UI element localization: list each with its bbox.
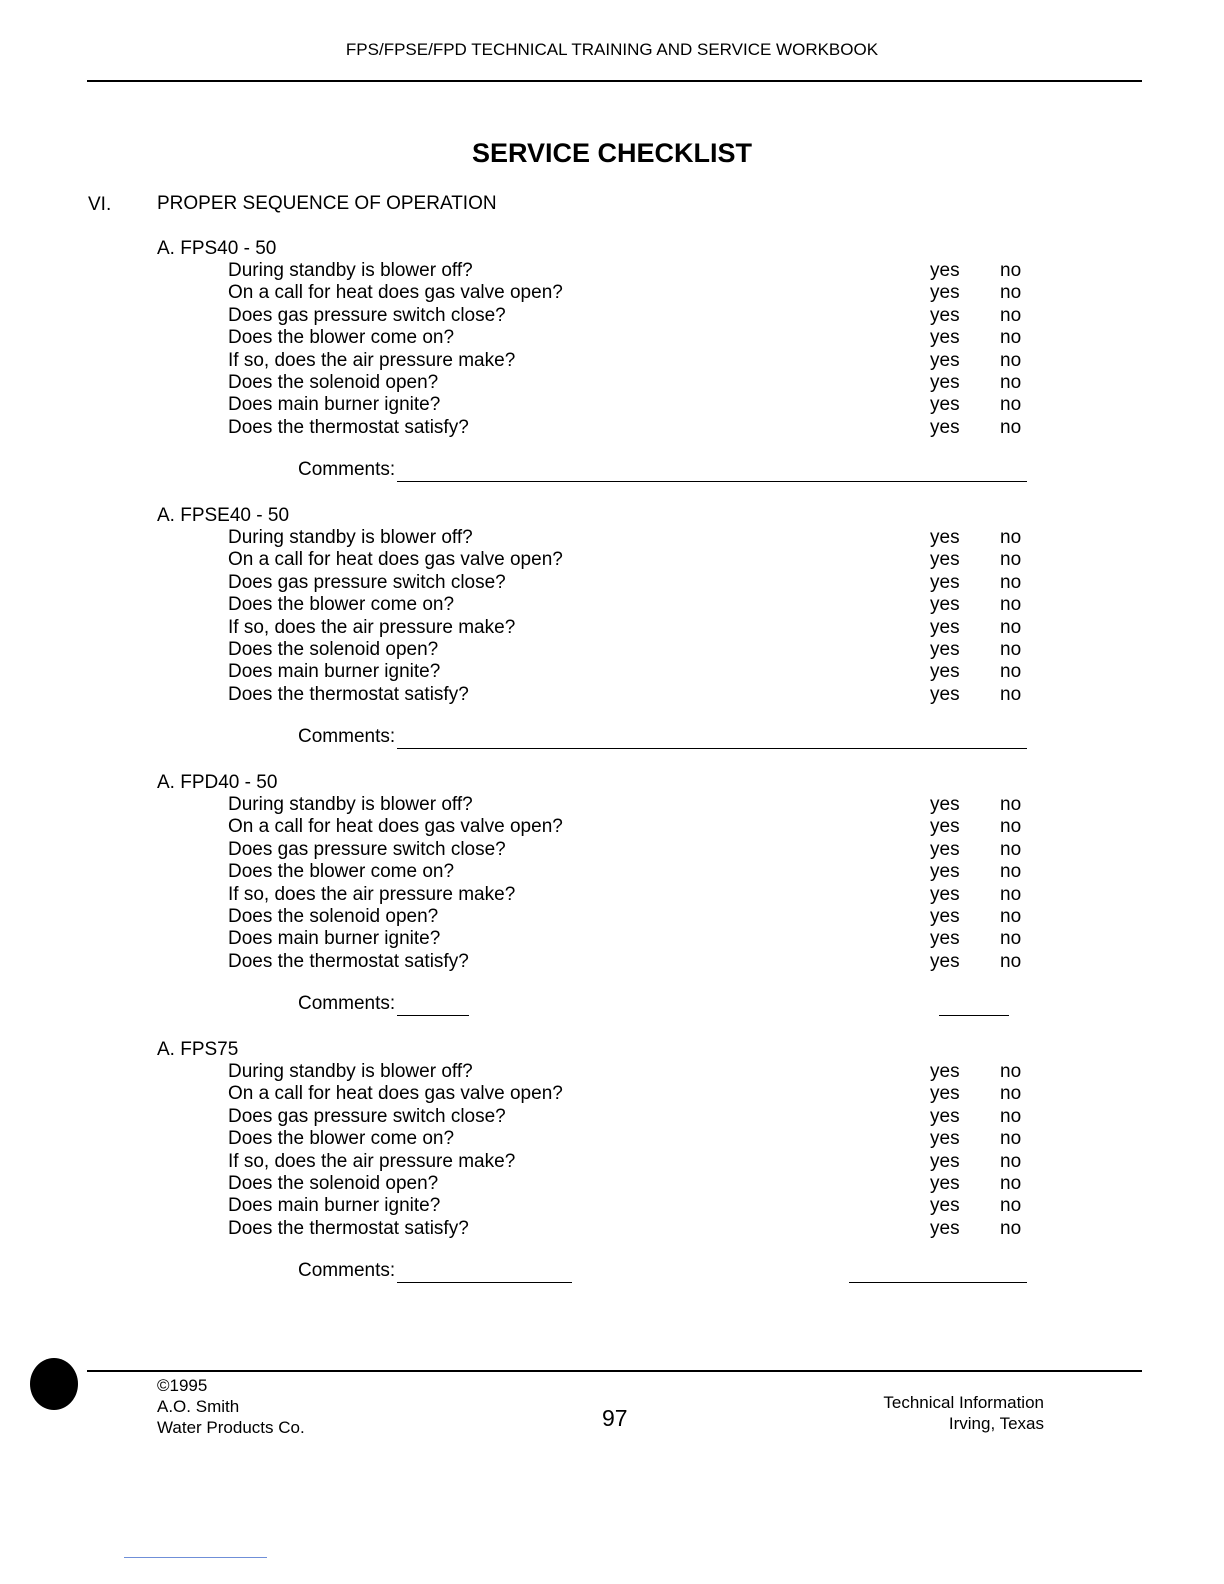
- question-row: [157, 1218, 1037, 1240]
- yes-option: yes: [930, 1061, 960, 1082]
- question-text: Does main burner ignite?: [228, 661, 441, 683]
- yes-option: yes: [930, 683, 960, 705]
- question-row: [157, 684, 1037, 706]
- comments-line-right[interactable]: [849, 1282, 1027, 1283]
- no-option: no: [1000, 371, 1022, 393]
- page-title: SERVICE CHECKLIST: [471, 138, 753, 168]
- comments-label: Comments:: [298, 993, 396, 1015]
- question-row: [157, 1128, 1037, 1150]
- no-option: no: [1000, 816, 1022, 838]
- yes-option: yes: [930, 928, 960, 950]
- yes-option: yes: [930, 349, 960, 371]
- question-row: [157, 350, 1037, 372]
- no-option: no: [1000, 1128, 1022, 1150]
- no-option: no: [1000, 950, 1022, 972]
- no-option: no: [1000, 928, 1022, 950]
- question-row: [157, 1195, 1037, 1217]
- question-text: On a call for heat does gas valve open?: [228, 282, 563, 304]
- section-title: A. FPS75: [157, 1039, 239, 1060]
- no-option: no: [1000, 571, 1022, 593]
- yes-option: yes: [930, 371, 960, 393]
- yes-option: yes: [930, 905, 960, 927]
- footer-right-title: Technical Information: [883, 1393, 1044, 1412]
- question-row: [157, 951, 1037, 973]
- question-row: [157, 305, 1037, 327]
- yes-option: yes: [930, 1105, 960, 1127]
- question-row: [157, 594, 1037, 616]
- question-row: [157, 417, 1037, 439]
- question-text: Does the blower come on?: [228, 1128, 455, 1150]
- no-option: no: [1000, 282, 1022, 304]
- question-text: If so, does the air pressure make?: [228, 616, 516, 638]
- question-text: Does the blower come on?: [228, 861, 455, 883]
- bottom-underline-mark: [124, 1557, 267, 1558]
- no-option: no: [1000, 527, 1022, 548]
- no-option: no: [1000, 394, 1022, 416]
- comments-field: [157, 1260, 1037, 1288]
- question-row: [157, 527, 1037, 549]
- footer-location: Irving, Texas: [948, 1414, 1044, 1433]
- comments-field: [157, 459, 1037, 487]
- yes-option: yes: [930, 1195, 960, 1217]
- question-row: [157, 928, 1037, 950]
- yes-option: yes: [930, 1172, 960, 1194]
- question-text: Does gas pressure switch close?: [228, 1105, 506, 1127]
- no-option: no: [1000, 1105, 1022, 1127]
- yes-option: yes: [930, 260, 960, 281]
- question-row: [157, 282, 1037, 304]
- question-row: [157, 639, 1037, 661]
- question-row: [157, 1151, 1037, 1173]
- yes-option: yes: [930, 594, 960, 616]
- question-row: [157, 617, 1037, 639]
- binder-hole-mark: [30, 1358, 78, 1410]
- footer-left-block: [157, 1375, 305, 1438]
- yes-option: yes: [930, 549, 960, 571]
- section-number: VI.: [88, 194, 112, 215]
- yes-option: yes: [930, 661, 960, 683]
- comments-field: [157, 726, 1037, 754]
- no-option: no: [1000, 661, 1022, 683]
- question-text: On a call for heat does gas valve open?: [228, 549, 563, 571]
- copyright-text: ©1995: [157, 1376, 208, 1395]
- question-row: [157, 549, 1037, 571]
- question-text: Does the thermostat satisfy?: [228, 1217, 469, 1239]
- yes-option: yes: [930, 883, 960, 905]
- yes-option: yes: [930, 1217, 960, 1239]
- question-text: During standby is blower off?: [228, 527, 473, 548]
- question-text: Does main burner ignite?: [228, 394, 441, 416]
- question-row: [157, 394, 1037, 416]
- company-division: Water Products Co.: [157, 1418, 305, 1437]
- question-row: [157, 1061, 1037, 1083]
- checklist-section-fps40-50: [157, 238, 1037, 487]
- yes-option: yes: [930, 327, 960, 349]
- footer-rule: [87, 1370, 1142, 1372]
- no-option: no: [1000, 304, 1022, 326]
- question-text: Does the solenoid open?: [228, 638, 439, 660]
- question-row: [157, 906, 1037, 928]
- question-row: [157, 1106, 1037, 1128]
- yes-option: yes: [930, 416, 960, 438]
- question-text: Does the thermostat satisfy?: [228, 950, 469, 972]
- question-text: Does the blower come on?: [228, 594, 455, 616]
- section-title: A. FPD40 - 50: [157, 772, 278, 793]
- question-text: On a call for heat does gas valve open?: [228, 1083, 563, 1105]
- no-option: no: [1000, 349, 1022, 371]
- question-row: [157, 327, 1037, 349]
- question-text: During standby is blower off?: [228, 260, 473, 281]
- question-text: Does gas pressure switch close?: [228, 304, 506, 326]
- no-option: no: [1000, 1172, 1022, 1194]
- yes-option: yes: [930, 1150, 960, 1172]
- no-option: no: [1000, 260, 1022, 281]
- no-option: no: [1000, 616, 1022, 638]
- question-row: [157, 839, 1037, 861]
- question-text: Does gas pressure switch close?: [228, 571, 506, 593]
- no-option: no: [1000, 549, 1022, 571]
- no-option: no: [1000, 638, 1022, 660]
- page-number: 97: [602, 1405, 628, 1431]
- no-option: no: [1000, 794, 1022, 815]
- question-row: [157, 661, 1037, 683]
- no-option: no: [1000, 1150, 1022, 1172]
- question-text: Does the solenoid open?: [228, 371, 439, 393]
- checklist-section-fpd40-50: [157, 772, 1037, 1021]
- yes-option: yes: [930, 282, 960, 304]
- yes-option: yes: [930, 571, 960, 593]
- comments-line[interactable]: [397, 481, 1027, 482]
- header-rule: [87, 80, 1142, 82]
- checklist-section-fpse40-50: [157, 505, 1037, 754]
- no-option: no: [1000, 327, 1022, 349]
- company-name: A.O. Smith: [157, 1397, 240, 1416]
- no-option: no: [1000, 838, 1022, 860]
- no-option: no: [1000, 594, 1022, 616]
- question-text: On a call for heat does gas valve open?: [228, 816, 563, 838]
- no-option: no: [1000, 1061, 1022, 1082]
- question-row: [157, 794, 1037, 816]
- no-option: no: [1000, 1083, 1022, 1105]
- yes-option: yes: [930, 527, 960, 548]
- question-row: [157, 372, 1037, 394]
- no-option: no: [1000, 861, 1022, 883]
- comments-label: Comments:: [298, 726, 396, 748]
- question-text: If so, does the air pressure make?: [228, 883, 516, 905]
- question-row: [157, 260, 1037, 282]
- yes-option: yes: [930, 638, 960, 660]
- section-title: A. FPSE40 - 50: [157, 505, 290, 526]
- footer-right-block: [860, 1392, 1044, 1434]
- comments-line[interactable]: [397, 1282, 572, 1283]
- page-header: FPS/FPSE/FPD TECHNICAL TRAINING AND SERVICE WORKBOOK: [345, 40, 879, 59]
- question-row: [157, 884, 1037, 906]
- question-text: Does the thermostat satisfy?: [228, 683, 469, 705]
- yes-option: yes: [930, 1128, 960, 1150]
- section-title: A. FPS40 - 50: [157, 238, 277, 259]
- question-text: Does the blower come on?: [228, 327, 455, 349]
- question-text: Does the solenoid open?: [228, 905, 439, 927]
- checklist-section-fps75: [157, 1039, 1037, 1288]
- no-option: no: [1000, 1195, 1022, 1217]
- comments-line[interactable]: [397, 1015, 469, 1016]
- question-text: Does the thermostat satisfy?: [228, 416, 469, 438]
- yes-option: yes: [930, 616, 960, 638]
- question-row: [157, 816, 1037, 838]
- yes-option: yes: [930, 794, 960, 815]
- question-text: Does the solenoid open?: [228, 1172, 439, 1194]
- yes-option: yes: [930, 816, 960, 838]
- no-option: no: [1000, 416, 1022, 438]
- question-text: Does gas pressure switch close?: [228, 838, 506, 860]
- question-row: [157, 861, 1037, 883]
- question-text: Does main burner ignite?: [228, 1195, 441, 1217]
- no-option: no: [1000, 1217, 1022, 1239]
- no-option: no: [1000, 883, 1022, 905]
- yes-option: yes: [930, 838, 960, 860]
- no-option: no: [1000, 683, 1022, 705]
- yes-option: yes: [930, 861, 960, 883]
- yes-option: yes: [930, 950, 960, 972]
- comments-line-right[interactable]: [939, 1015, 1009, 1016]
- question-text: Does main burner ignite?: [228, 928, 441, 950]
- yes-option: yes: [930, 394, 960, 416]
- question-row: [157, 1173, 1037, 1195]
- question-text: During standby is blower off?: [228, 794, 473, 815]
- comments-line[interactable]: [397, 748, 1027, 749]
- yes-option: yes: [930, 1083, 960, 1105]
- comments-label: Comments:: [298, 459, 396, 481]
- yes-option: yes: [930, 304, 960, 326]
- comments-field: [157, 993, 1037, 1021]
- question-text: If so, does the air pressure make?: [228, 1150, 516, 1172]
- question-text: During standby is blower off?: [228, 1061, 473, 1082]
- section-heading: PROPER SEQUENCE OF OPERATION: [157, 193, 497, 214]
- comments-label: Comments:: [298, 1260, 396, 1282]
- no-option: no: [1000, 905, 1022, 927]
- question-row: [157, 1083, 1037, 1105]
- question-row: [157, 572, 1037, 594]
- question-text: If so, does the air pressure make?: [228, 349, 516, 371]
